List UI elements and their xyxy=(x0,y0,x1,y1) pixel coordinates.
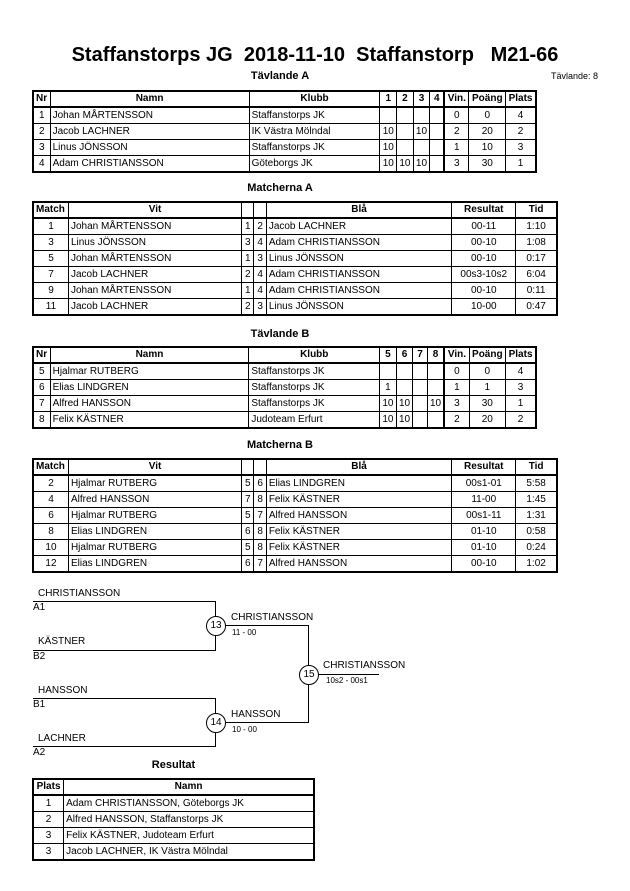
col-header-vit: Vit xyxy=(68,202,241,218)
blue-competitor: Adam CHRISTIANSSON xyxy=(266,267,452,283)
col-header-bla: Blå xyxy=(266,202,452,218)
bracket-score-14: 10 - 00 xyxy=(232,725,257,734)
score-cell xyxy=(397,124,414,140)
competitor-wins: 2 xyxy=(444,124,469,140)
blue-competitor: Linus JÖNSSON xyxy=(266,251,452,267)
competitors-table-a xyxy=(32,90,537,173)
match-number: 8 xyxy=(33,524,68,540)
col-header-plats: Plats xyxy=(33,779,64,795)
col-header-namn: Namn xyxy=(64,779,314,795)
blue-competitor: Elias LINDGREN xyxy=(266,475,452,492)
white-competitor: Johan MÅRTENSSON xyxy=(68,218,241,235)
section-title-matcherna-b: Matcherna B xyxy=(246,439,314,451)
result-name: Alfred HANSSON, Staffanstorps JK xyxy=(64,812,314,828)
match-number: 9 xyxy=(33,283,68,299)
col-header-nr: Nr xyxy=(33,91,50,107)
white-competitor: Hjalmar RUTBERG xyxy=(68,475,241,492)
match-time: 1:08 xyxy=(516,235,557,251)
white-competitor: Johan MÅRTENSSON xyxy=(68,283,241,299)
white-nr: 6 xyxy=(242,524,254,540)
table-row xyxy=(33,396,536,412)
competitor-nr: 7 xyxy=(33,396,50,412)
col-header-poang: Poäng xyxy=(469,347,506,363)
table-header-row xyxy=(33,347,536,363)
score-cell: 10 xyxy=(380,156,397,173)
table-row xyxy=(33,380,536,396)
match-number: 5 xyxy=(33,251,68,267)
table-row xyxy=(33,844,314,861)
match-number: 1 xyxy=(33,218,68,235)
white-competitor: Jacob LACHNER xyxy=(68,267,241,283)
white-nr: 3 xyxy=(242,235,254,251)
bracket-line xyxy=(216,625,309,626)
blue-competitor: Adam CHRISTIANSSON xyxy=(266,283,452,299)
table-header-row xyxy=(33,779,314,795)
competitor-place: 2 xyxy=(506,412,536,429)
col-header-opponent: 4 xyxy=(430,91,444,107)
competitor-name: Jacob LACHNER xyxy=(50,124,249,140)
col-header-empty xyxy=(254,459,266,475)
white-competitor: Elias LINDGREN xyxy=(68,556,241,573)
table-row xyxy=(33,812,314,828)
score-cell xyxy=(427,363,444,380)
score-cell: 10 xyxy=(413,156,430,173)
white-nr: 1 xyxy=(242,251,254,267)
bracket-line xyxy=(33,698,216,699)
table-row xyxy=(33,218,557,235)
score-cell: 10 xyxy=(380,140,397,156)
score-cell xyxy=(430,124,444,140)
result-name: Felix KÄSTNER, Judoteam Erfurt xyxy=(64,828,314,844)
score-cell xyxy=(430,107,444,124)
bracket-seed-b2: B2 xyxy=(33,651,46,662)
col-header-empty xyxy=(242,202,254,218)
col-header-empty xyxy=(242,459,254,475)
competitor-name: Johan MÅRTENSSON xyxy=(50,107,249,124)
white-nr: 2 xyxy=(242,299,254,316)
match-result: 00-10 xyxy=(452,283,516,299)
match-time: 6:04 xyxy=(516,267,557,283)
table-row xyxy=(33,363,536,380)
blue-competitor: Felix KÄSTNER xyxy=(266,540,452,556)
blue-nr: 4 xyxy=(254,235,266,251)
white-nr: 5 xyxy=(242,475,254,492)
competitor-points: 1 xyxy=(469,380,506,396)
table-row xyxy=(33,508,557,524)
match-time: 0:17 xyxy=(516,251,557,267)
result-name: Adam CHRISTIANSSON, Göteborgs JK xyxy=(64,795,314,812)
blue-nr: 4 xyxy=(254,283,266,299)
bracket-seed-b1: B1 xyxy=(33,699,46,710)
white-nr: 1 xyxy=(242,283,254,299)
col-header-opponent: 7 xyxy=(413,347,427,363)
col-header-vit: Vit xyxy=(68,459,241,475)
table-row xyxy=(33,828,314,844)
match-number-15: 15 xyxy=(299,665,319,685)
col-header-namn: Namn xyxy=(50,91,249,107)
table-row xyxy=(33,156,536,173)
col-header-tid: Tid xyxy=(516,459,557,475)
bracket-line xyxy=(33,601,216,602)
match-time: 0:47 xyxy=(516,299,557,316)
match-number: 2 xyxy=(33,475,68,492)
table-row xyxy=(33,556,557,573)
competitor-wins: 3 xyxy=(444,396,469,412)
white-nr: 6 xyxy=(242,556,254,573)
competitor-name: Felix KÄSTNER xyxy=(50,412,249,429)
bracket-name-b2: KÄSTNER xyxy=(38,636,86,647)
match-number: 6 xyxy=(33,508,68,524)
white-competitor: Jacob LACHNER xyxy=(68,299,241,316)
table-row xyxy=(33,492,557,508)
match-result: 10-00 xyxy=(452,299,516,316)
competitor-place: 2 xyxy=(506,124,536,140)
page-title: Staffanstorps JG 2018-11-10 Staffanstorp M21-66 xyxy=(71,44,559,66)
score-cell xyxy=(413,396,427,412)
white-competitor: Alfred HANSSON xyxy=(68,492,241,508)
col-header-bla: Blå xyxy=(266,459,452,475)
competitor-points: 10 xyxy=(469,140,506,156)
competitor-club: Staffanstorps JK xyxy=(249,107,380,124)
score-cell xyxy=(397,107,414,124)
match-time: 1:45 xyxy=(516,492,557,508)
table-header-row xyxy=(33,202,557,218)
score-cell xyxy=(430,156,444,173)
competitor-nr: 2 xyxy=(33,124,50,140)
competitor-place: 3 xyxy=(506,380,536,396)
result-place: 3 xyxy=(33,828,64,844)
score-cell xyxy=(413,363,427,380)
score-cell xyxy=(380,363,397,380)
match-result: 00s1-11 xyxy=(452,508,516,524)
match-time: 0:58 xyxy=(516,524,557,540)
blue-competitor: Jacob LACHNER xyxy=(266,218,452,235)
bracket-champion: CHRISTIANSSON xyxy=(323,660,406,671)
col-header-resultat: Resultat xyxy=(452,459,516,475)
match-number: 12 xyxy=(33,556,68,573)
bracket-score-15: 10s2 - 00s1 xyxy=(326,676,368,685)
score-cell xyxy=(397,140,414,156)
match-number: 3 xyxy=(33,235,68,251)
match-time: 1:10 xyxy=(516,218,557,235)
white-competitor: Elias LINDGREN xyxy=(68,524,241,540)
blue-nr: 3 xyxy=(254,299,266,316)
score-cell: 10 xyxy=(380,396,397,412)
competitor-name: Linus JÖNSSON xyxy=(50,140,249,156)
match-result: 00-10 xyxy=(452,556,516,573)
score-cell: 10 xyxy=(396,412,413,429)
competitor-name: Hjalmar RUTBERG xyxy=(50,363,249,380)
table-header-row xyxy=(33,91,536,107)
match-number: 4 xyxy=(33,492,68,508)
col-header-opponent: 1 xyxy=(380,91,397,107)
col-header-poang: Poäng xyxy=(469,91,506,107)
competitor-club: Staffanstorps JK xyxy=(249,396,380,412)
white-nr: 5 xyxy=(242,540,254,556)
white-competitor: Linus JÖNSSON xyxy=(68,235,241,251)
match-number: 11 xyxy=(33,299,68,316)
bracket-name-a1: CHRISTIANSSON xyxy=(38,588,121,599)
competitor-name: Elias LINDGREN xyxy=(50,380,249,396)
competitor-name: Alfred HANSSON xyxy=(50,396,249,412)
competitor-wins: 2 xyxy=(444,412,469,429)
score-cell xyxy=(413,107,430,124)
table-row xyxy=(33,124,536,140)
competitor-nr: 3 xyxy=(33,140,50,156)
competitor-nr: 4 xyxy=(33,156,50,173)
results-table xyxy=(32,778,315,861)
blue-competitor: Alfred HANSSON xyxy=(266,556,452,573)
match-number-14: 14 xyxy=(206,713,226,733)
competitor-nr: 8 xyxy=(33,412,50,429)
white-nr: 7 xyxy=(242,492,254,508)
bracket-line xyxy=(309,674,379,675)
score-cell xyxy=(427,380,444,396)
table-row xyxy=(33,283,557,299)
competitors-table-b xyxy=(32,346,537,429)
competitor-points: 20 xyxy=(469,124,506,140)
col-header-plats: Plats xyxy=(506,91,536,107)
score-cell: 10 xyxy=(380,124,397,140)
result-place: 3 xyxy=(33,844,64,861)
score-cell xyxy=(413,380,427,396)
match-number-13: 13 xyxy=(206,616,226,636)
score-cell xyxy=(430,140,444,156)
col-header-namn: Namn xyxy=(50,347,249,363)
competitor-points: 20 xyxy=(469,412,506,429)
bracket-seed-a1: A1 xyxy=(33,602,46,613)
matches-table-a xyxy=(32,201,558,316)
competitor-club: Staffanstorps JK xyxy=(249,363,380,380)
competitor-club: IK Västra Mölndal xyxy=(249,124,380,140)
competitor-place: 3 xyxy=(506,140,536,156)
col-header-klubb: Klubb xyxy=(249,347,380,363)
competitor-place: 4 xyxy=(506,363,536,380)
table-row xyxy=(33,475,557,492)
score-cell xyxy=(396,380,413,396)
blue-nr: 4 xyxy=(254,267,266,283)
col-header-opponent: 2 xyxy=(397,91,414,107)
competitor-nr: 5 xyxy=(33,363,50,380)
result-place: 2 xyxy=(33,812,64,828)
section-title-matcherna-a: Matcherna A xyxy=(247,182,313,194)
col-header-klubb: Klubb xyxy=(249,91,380,107)
match-number: 10 xyxy=(33,540,68,556)
match-time: 5:58 xyxy=(516,475,557,492)
result-name: Jacob LACHNER, IK Västra Mölndal xyxy=(64,844,314,861)
blue-nr: 6 xyxy=(254,475,266,492)
competitor-place: 1 xyxy=(506,156,536,173)
white-competitor: Hjalmar RUTBERG xyxy=(68,508,241,524)
match-result: 00s3-10s2 xyxy=(452,267,516,283)
match-time: 1:31 xyxy=(516,508,557,524)
table-row xyxy=(33,235,557,251)
competitor-points: 0 xyxy=(469,363,506,380)
white-competitor: Johan MÅRTENSSON xyxy=(68,251,241,267)
blue-competitor: Adam CHRISTIANSSON xyxy=(266,235,452,251)
competitor-place: 4 xyxy=(506,107,536,124)
white-nr: 5 xyxy=(242,508,254,524)
score-cell: 10 xyxy=(397,156,414,173)
col-header-resultat: Resultat xyxy=(452,202,516,218)
score-cell xyxy=(427,412,444,429)
match-time: 0:24 xyxy=(516,540,557,556)
table-header-row xyxy=(33,459,557,475)
competitor-count: Tävlande: 8 xyxy=(550,71,598,81)
blue-competitor: Felix KÄSTNER xyxy=(266,492,452,508)
match-result: 01-10 xyxy=(452,524,516,540)
match-result: 00s1-01 xyxy=(452,475,516,492)
col-header-vinster: Vin. xyxy=(444,91,469,107)
col-header-plats: Plats xyxy=(506,347,536,363)
white-nr: 2 xyxy=(242,267,254,283)
table-row xyxy=(33,267,557,283)
bracket-winner-13: CHRISTIANSSON xyxy=(231,612,314,623)
competitor-nr: 1 xyxy=(33,107,50,124)
col-header-match: Match xyxy=(33,202,68,218)
table-row xyxy=(33,107,536,124)
section-title-resultat: Resultat xyxy=(151,759,196,771)
table-row xyxy=(33,251,557,267)
bracket-name-b1: HANSSON xyxy=(38,685,88,696)
col-header-opponent: 3 xyxy=(413,91,430,107)
col-header-vinster: Vin. xyxy=(444,347,469,363)
match-result: 11-00 xyxy=(452,492,516,508)
col-header-tid: Tid xyxy=(516,202,557,218)
blue-nr: 8 xyxy=(254,540,266,556)
competitor-club: Göteborgs JK xyxy=(249,156,380,173)
col-header-opponent: 6 xyxy=(396,347,413,363)
bracket-line xyxy=(33,650,216,651)
bracket-name-a2: LACHNER xyxy=(38,733,86,744)
match-result: 00-11 xyxy=(452,218,516,235)
table-row xyxy=(33,299,557,316)
blue-nr: 8 xyxy=(254,524,266,540)
bracket-score-13: 11 - 00 xyxy=(232,628,257,637)
blue-nr: 8 xyxy=(254,492,266,508)
result-place: 1 xyxy=(33,795,64,812)
score-cell: 10 xyxy=(413,124,430,140)
bracket-winner-14: HANSSON xyxy=(231,709,281,720)
competitor-club: Staffanstorps JK xyxy=(249,140,380,156)
competitor-points: 30 xyxy=(469,396,506,412)
col-header-match: Match xyxy=(33,459,68,475)
competitor-points: 30 xyxy=(469,156,506,173)
matches-table-b xyxy=(32,458,558,573)
competitor-wins: 0 xyxy=(444,107,469,124)
competitor-wins: 3 xyxy=(444,156,469,173)
table-row xyxy=(33,412,536,429)
competitor-wins: 0 xyxy=(444,363,469,380)
score-cell: 10 xyxy=(380,412,397,429)
col-header-opponent: 8 xyxy=(427,347,444,363)
white-competitor: Hjalmar RUTBERG xyxy=(68,540,241,556)
bracket-seed-a2: A2 xyxy=(33,747,46,758)
match-number: 7 xyxy=(33,267,68,283)
competitor-wins: 1 xyxy=(444,140,469,156)
blue-competitor: Alfred HANSSON xyxy=(266,508,452,524)
blue-nr: 2 xyxy=(254,218,266,235)
competitor-place: 1 xyxy=(506,396,536,412)
bracket-line xyxy=(216,722,309,723)
competitor-points: 0 xyxy=(469,107,506,124)
white-nr: 1 xyxy=(242,218,254,235)
score-cell xyxy=(413,140,430,156)
match-time: 0:11 xyxy=(516,283,557,299)
bracket-line xyxy=(33,746,216,747)
table-row xyxy=(33,540,557,556)
blue-competitor: Felix KÄSTNER xyxy=(266,524,452,540)
section-title-tavlande-b: Tävlande B xyxy=(250,328,310,340)
blue-nr: 7 xyxy=(254,508,266,524)
blue-nr: 7 xyxy=(254,556,266,573)
match-result: 00-10 xyxy=(452,235,516,251)
table-row xyxy=(33,524,557,540)
score-cell: 1 xyxy=(380,380,397,396)
competitor-club: Staffanstorps JK xyxy=(249,380,380,396)
col-header-empty xyxy=(254,202,266,218)
table-row xyxy=(33,795,314,812)
score-cell xyxy=(413,412,427,429)
competitor-name: Adam CHRISTIANSSON xyxy=(50,156,249,173)
score-cell: 10 xyxy=(427,396,444,412)
table-row xyxy=(33,140,536,156)
col-header-nr: Nr xyxy=(33,347,50,363)
competitor-wins: 1 xyxy=(444,380,469,396)
score-cell: 10 xyxy=(396,396,413,412)
competitor-nr: 6 xyxy=(33,380,50,396)
match-result: 00-10 xyxy=(452,251,516,267)
col-header-opponent: 5 xyxy=(380,347,397,363)
section-title-tavlande-a: Tävlande A xyxy=(250,70,310,82)
match-result: 01-10 xyxy=(452,540,516,556)
score-cell xyxy=(396,363,413,380)
competitor-club: Judoteam Erfurt xyxy=(249,412,380,429)
blue-competitor: Linus JÖNSSON xyxy=(266,299,452,316)
match-time: 1:02 xyxy=(516,556,557,573)
blue-nr: 3 xyxy=(254,251,266,267)
score-cell xyxy=(380,107,397,124)
